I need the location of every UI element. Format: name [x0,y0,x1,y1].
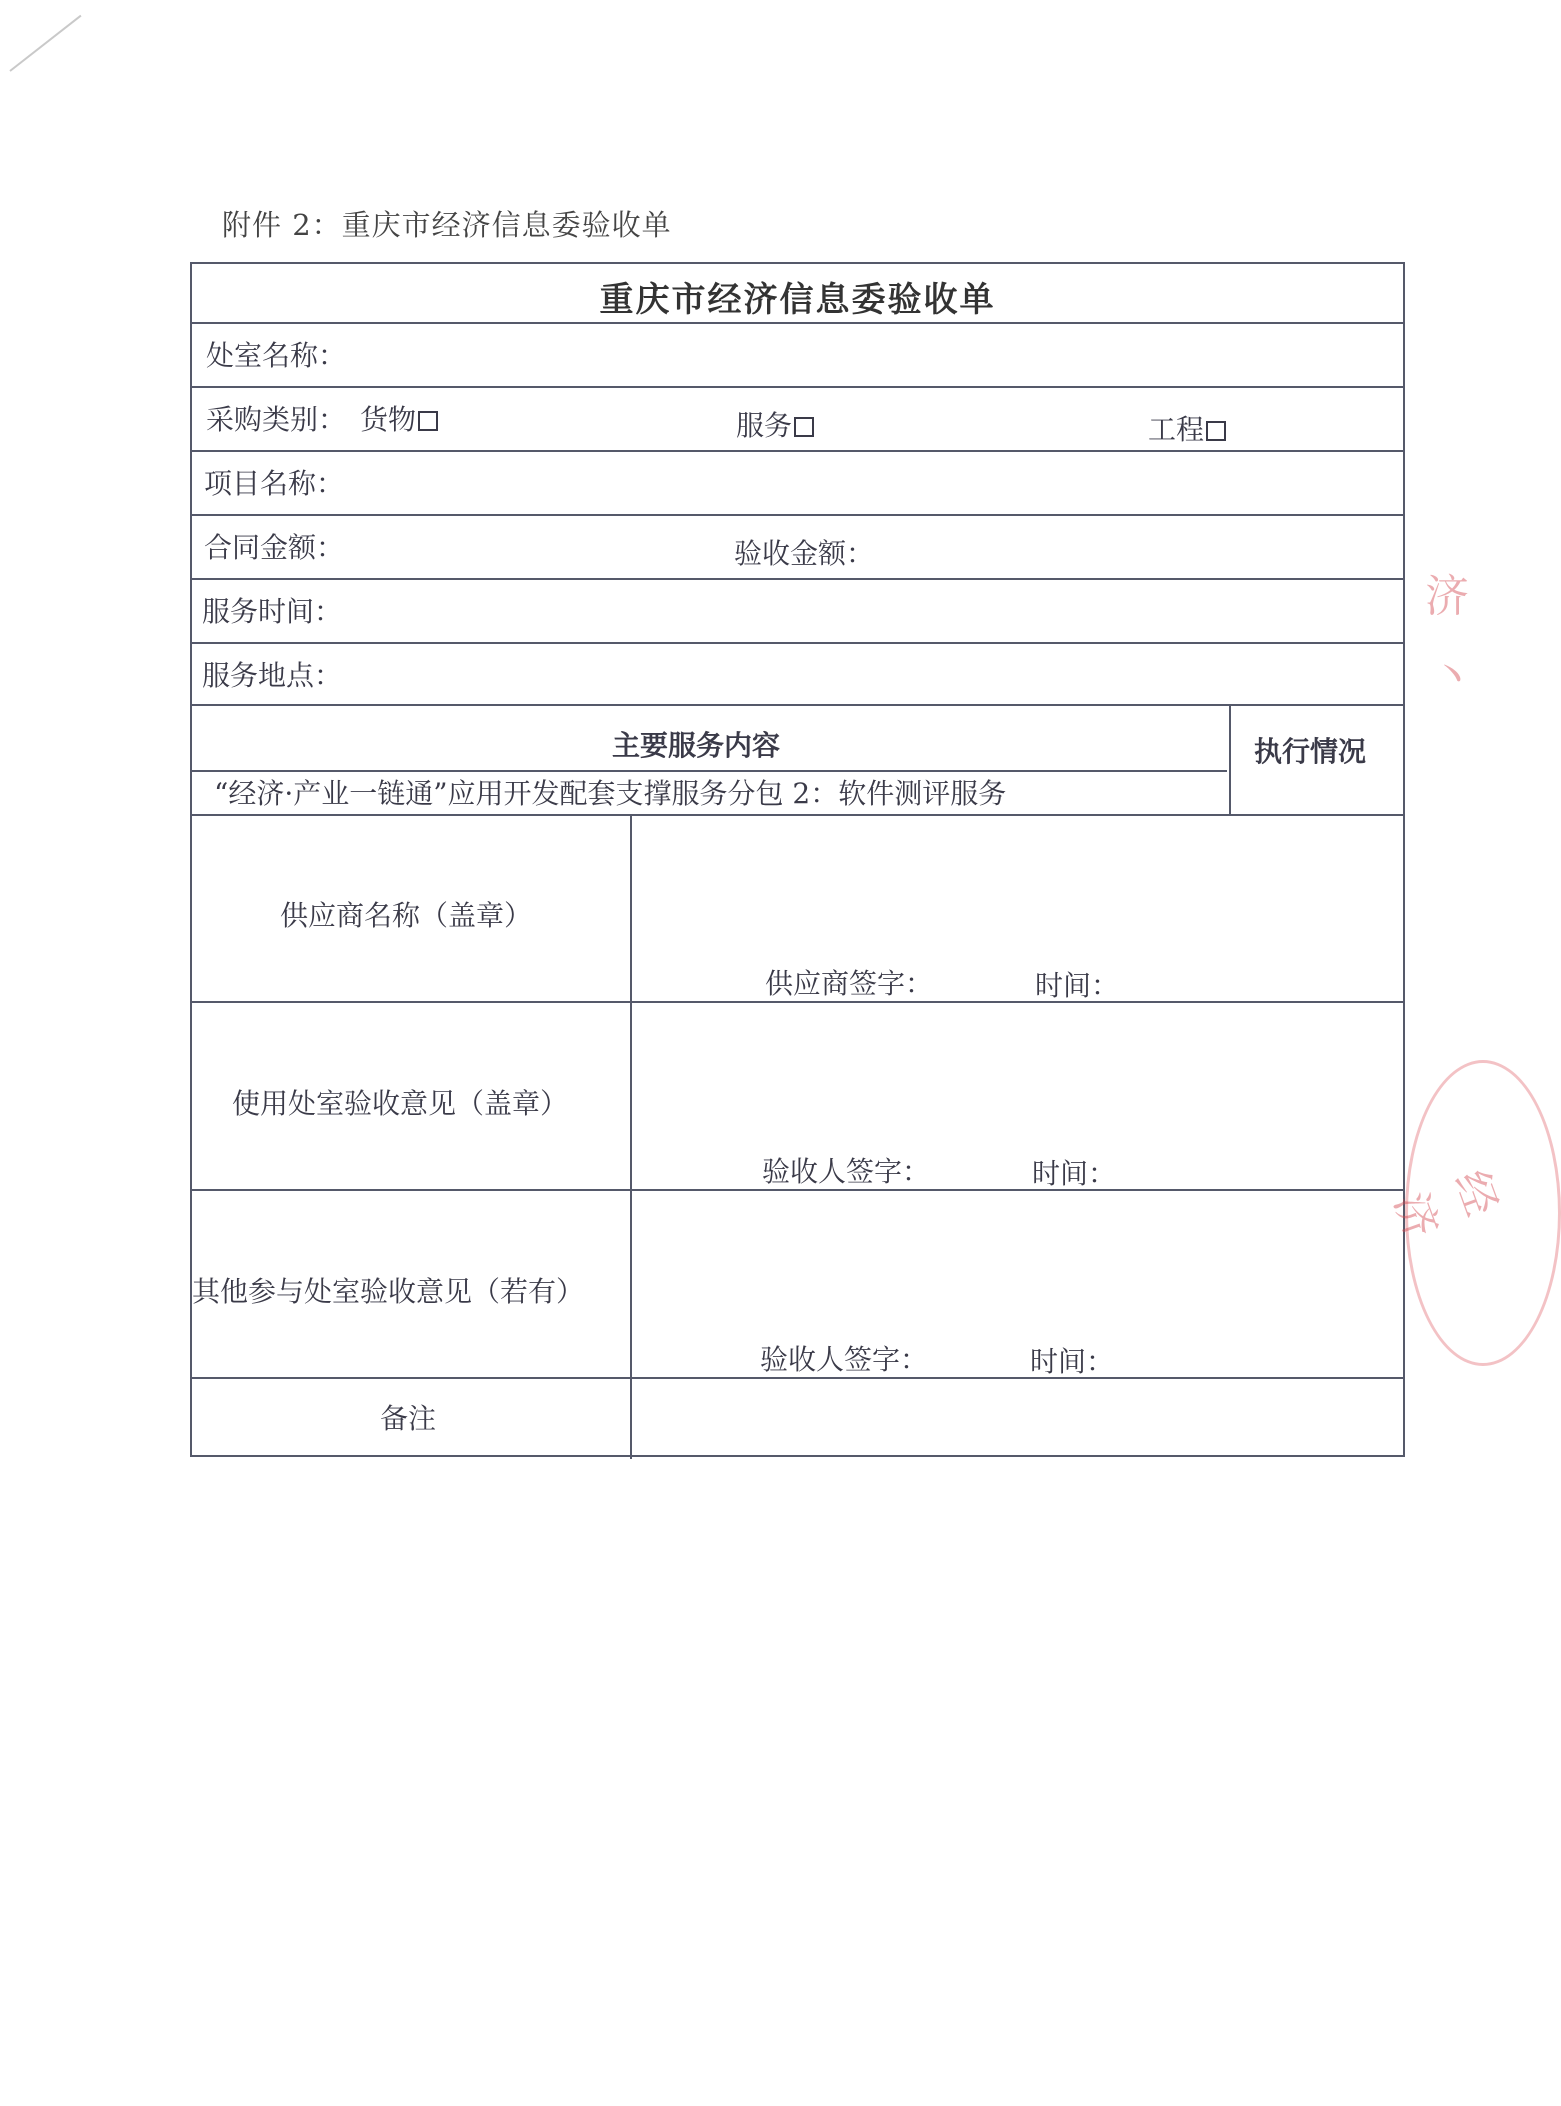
category-goods-option[interactable] [360,398,438,438]
category-service-option[interactable] [736,404,814,444]
department-label: 处室名称： [206,339,347,372]
acceptance-amount-label: 验收金额： [734,537,875,570]
execution-header: 执行情况 [1254,735,1367,768]
supplier-sign-label: 供应商签字： [765,967,934,1000]
other-dept-sign-label: 验收人签字： [760,1343,929,1376]
row-divider [192,704,1403,706]
other-dept-label: 其他参与处室验收意见（若有） [192,1275,585,1308]
row-divider [192,578,1403,580]
row-divider [192,386,1403,388]
category-label: 采购类别： [206,403,347,436]
service-time-label: 服务时间： [202,595,343,628]
attachment-title: 附件 2：重庆市经济信息委验收单 [222,208,672,242]
other-dept-time-label: 时间： [1030,1345,1115,1378]
using-dept-sign-label: 验收人签字： [762,1155,931,1188]
service-checkbox[interactable] [794,417,814,437]
supplier-time-label: 时间： [1035,969,1120,1002]
project-label: 项目名称： [204,467,345,500]
column-divider [630,814,632,1459]
seal-fragment-bottom: 经济 [1384,1163,1508,1245]
engineering-checkbox[interactable] [1206,421,1226,441]
service-label: 服务 [736,409,793,442]
main-content-value: “经济·产业一链通”应用开发配套支撑服务分包 2：软件测评服务 [214,777,1007,810]
goods-checkbox[interactable] [418,411,438,431]
contract-amount-label: 合同金额： [204,531,345,564]
goods-label: 货物 [360,403,417,436]
main-content-header: 主要服务内容 [612,729,781,762]
row-divider [192,322,1403,324]
using-dept-time-label: 时间： [1032,1157,1117,1190]
form-title: 重庆市经济信息委验收单 [599,280,996,320]
seal-fragment-top: 济 [1425,571,1469,622]
column-divider [1229,704,1231,814]
using-dept-label: 使用处室验收意见（盖章） [232,1087,569,1120]
engineering-label: 工程 [1148,413,1205,446]
row-divider [192,814,1403,816]
row-divider [192,642,1403,644]
category-engineering-option[interactable] [1148,408,1226,448]
row-divider [192,450,1403,452]
supplier-label: 供应商名称（盖章） [280,899,533,932]
remarks-label: 备注 [380,1402,437,1435]
row-divider [192,514,1403,516]
acceptance-form [190,262,1405,1457]
scan-corner-mark [9,15,81,72]
service-location-label: 服务地点： [202,659,343,692]
seal-fragment-top-2: 丶 [1430,651,1474,702]
